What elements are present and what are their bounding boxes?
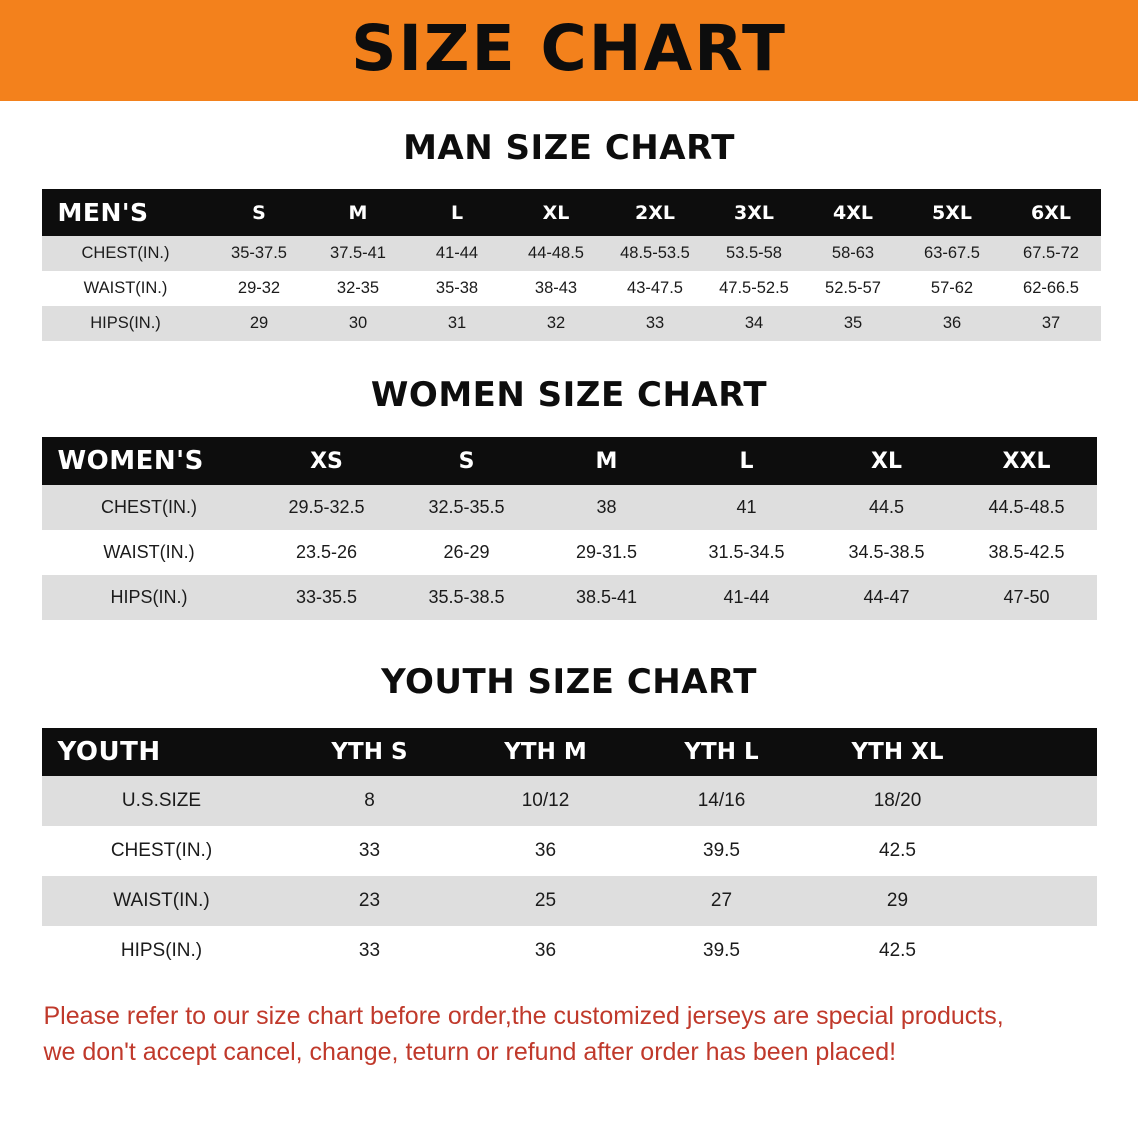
column-header: L [677,437,817,485]
table-row [42,876,1097,926]
table-cell: 37 [1002,306,1101,341]
table-cell: 33 [606,306,705,341]
table-cell: 23.5-26 [257,530,397,575]
row-header: CHEST(IN.) [42,826,282,876]
table-cell: 48.5-53.5 [606,236,705,271]
table-cell: 47.5-52.5 [705,271,804,306]
table-cell: 52.5-57 [804,271,903,306]
table-cell: 35-38 [408,271,507,306]
table-cell: 39.5 [634,926,810,976]
table-header-row [42,437,1097,485]
table-cell: 32-35 [309,271,408,306]
table-cell: 29 [210,306,309,341]
table-cell: 37.5-41 [309,236,408,271]
table-cell: 18/20 [810,776,986,826]
column-header: YTH L [634,728,810,776]
column-header: MEN'S [42,189,210,236]
table-cell: 44.5 [817,485,957,530]
women-section-heading: WOMEN SIZE CHART [370,375,768,415]
column-header: M [537,437,677,485]
column-header: YTH XL [810,728,986,776]
table-cell-spacer [986,876,1097,926]
table-cell: 62-66.5 [1002,271,1101,306]
column-header: 6XL [1002,189,1101,236]
table-cell: 38.5-42.5 [957,530,1097,575]
table-cell: 34 [705,306,804,341]
table-cell: 42.5 [810,826,986,876]
man-size-table [42,189,1101,341]
table-cell: 36 [458,926,634,976]
column-header: M [309,189,408,236]
table-cell: 27 [634,876,810,926]
row-header: HIPS(IN.) [42,575,257,620]
table-cell: 42.5 [810,926,986,976]
column-header: XXL [957,437,1097,485]
table-cell: 34.5-38.5 [817,530,957,575]
youth-size-table [42,728,1097,976]
disclaimer-line-2: we don't accept cancel, change, teturn or refund after order has been placed! [43,1038,897,1067]
table-cell: 58-63 [804,236,903,271]
table-cell: 41-44 [677,575,817,620]
column-header: S [397,437,537,485]
column-header: XS [257,437,397,485]
youth-size-table-wrap [42,728,1097,976]
table-cell: 36 [903,306,1002,341]
table-cell: 41 [677,485,817,530]
row-header: WAIST(IN.) [42,271,210,306]
column-header-spacer [986,728,1097,776]
table-row [42,271,1101,306]
table-cell: 53.5-58 [705,236,804,271]
table-cell: 35 [804,306,903,341]
table-cell: 32 [507,306,606,341]
table-cell: 44-47 [817,575,957,620]
disclaimer-line-1: Please refer to our size chart before order,the customized jerseys are special products, [43,1002,1004,1030]
table-cell: 38-43 [507,271,606,306]
table-cell: 41-44 [408,236,507,271]
table-cell: 10/12 [458,776,634,826]
table-cell: 44-48.5 [507,236,606,271]
row-header: HIPS(IN.) [42,306,210,341]
table-cell: 32.5-35.5 [397,485,537,530]
column-header: YOUTH [42,728,282,776]
table-cell: 67.5-72 [1002,236,1101,271]
table-row [42,826,1097,876]
table-cell: 33 [282,826,458,876]
table-cell-spacer [986,826,1097,876]
table-row [42,776,1097,826]
table-cell: 14/16 [634,776,810,826]
column-header: XL [817,437,957,485]
table-row [42,530,1097,575]
column-header: 4XL [804,189,903,236]
table-cell: 39.5 [634,826,810,876]
table-cell: 63-67.5 [903,236,1002,271]
column-header: YTH M [458,728,634,776]
table-cell: 29 [810,876,986,926]
table-cell: 8 [282,776,458,826]
column-header: 2XL [606,189,705,236]
table-cell: 33-35.5 [257,575,397,620]
table-cell: 35-37.5 [210,236,309,271]
table-cell: 29-31.5 [537,530,677,575]
table-cell: 23 [282,876,458,926]
column-header: L [408,189,507,236]
row-header: CHEST(IN.) [42,485,257,530]
table-cell: 47-50 [957,575,1097,620]
column-header: 5XL [903,189,1002,236]
women-size-table-wrap [42,437,1097,620]
table-cell: 26-29 [397,530,537,575]
row-header: U.S.SIZE [42,776,282,826]
table-header-row [42,189,1101,236]
youth-section-heading: YOUTH SIZE CHART [381,662,757,702]
table-cell: 30 [309,306,408,341]
page-title: SIZE CHART [351,12,787,85]
man-section-heading: MAN SIZE CHART [403,128,735,168]
table-cell: 44.5-48.5 [957,485,1097,530]
column-header: S [210,189,309,236]
table-cell: 36 [458,826,634,876]
column-header: XL [507,189,606,236]
disclaimer-note [40,998,1099,1071]
table-cell: 31.5-34.5 [677,530,817,575]
row-header: CHEST(IN.) [42,236,210,271]
table-row [42,926,1097,976]
table-row [42,575,1097,620]
page-banner [0,0,1138,101]
table-cell: 31 [408,306,507,341]
table-cell: 33 [282,926,458,976]
column-header: WOMEN'S [42,437,257,485]
table-cell: 57-62 [903,271,1002,306]
column-header: 3XL [705,189,804,236]
table-cell-spacer [986,776,1097,826]
table-row [42,306,1101,341]
table-cell: 38 [537,485,677,530]
table-cell: 29.5-32.5 [257,485,397,530]
row-header: WAIST(IN.) [42,876,282,926]
table-cell: 43-47.5 [606,271,705,306]
table-cell: 38.5-41 [537,575,677,620]
row-header: WAIST(IN.) [42,530,257,575]
column-header: YTH S [282,728,458,776]
women-size-table [42,437,1097,620]
table-row [42,236,1101,271]
table-cell: 29-32 [210,271,309,306]
table-cell: 35.5-38.5 [397,575,537,620]
table-header-row [42,728,1097,776]
table-cell: 25 [458,876,634,926]
row-header: HIPS(IN.) [42,926,282,976]
table-cell-spacer [986,926,1097,976]
man-size-table-wrap [42,189,1097,341]
table-row [42,485,1097,530]
